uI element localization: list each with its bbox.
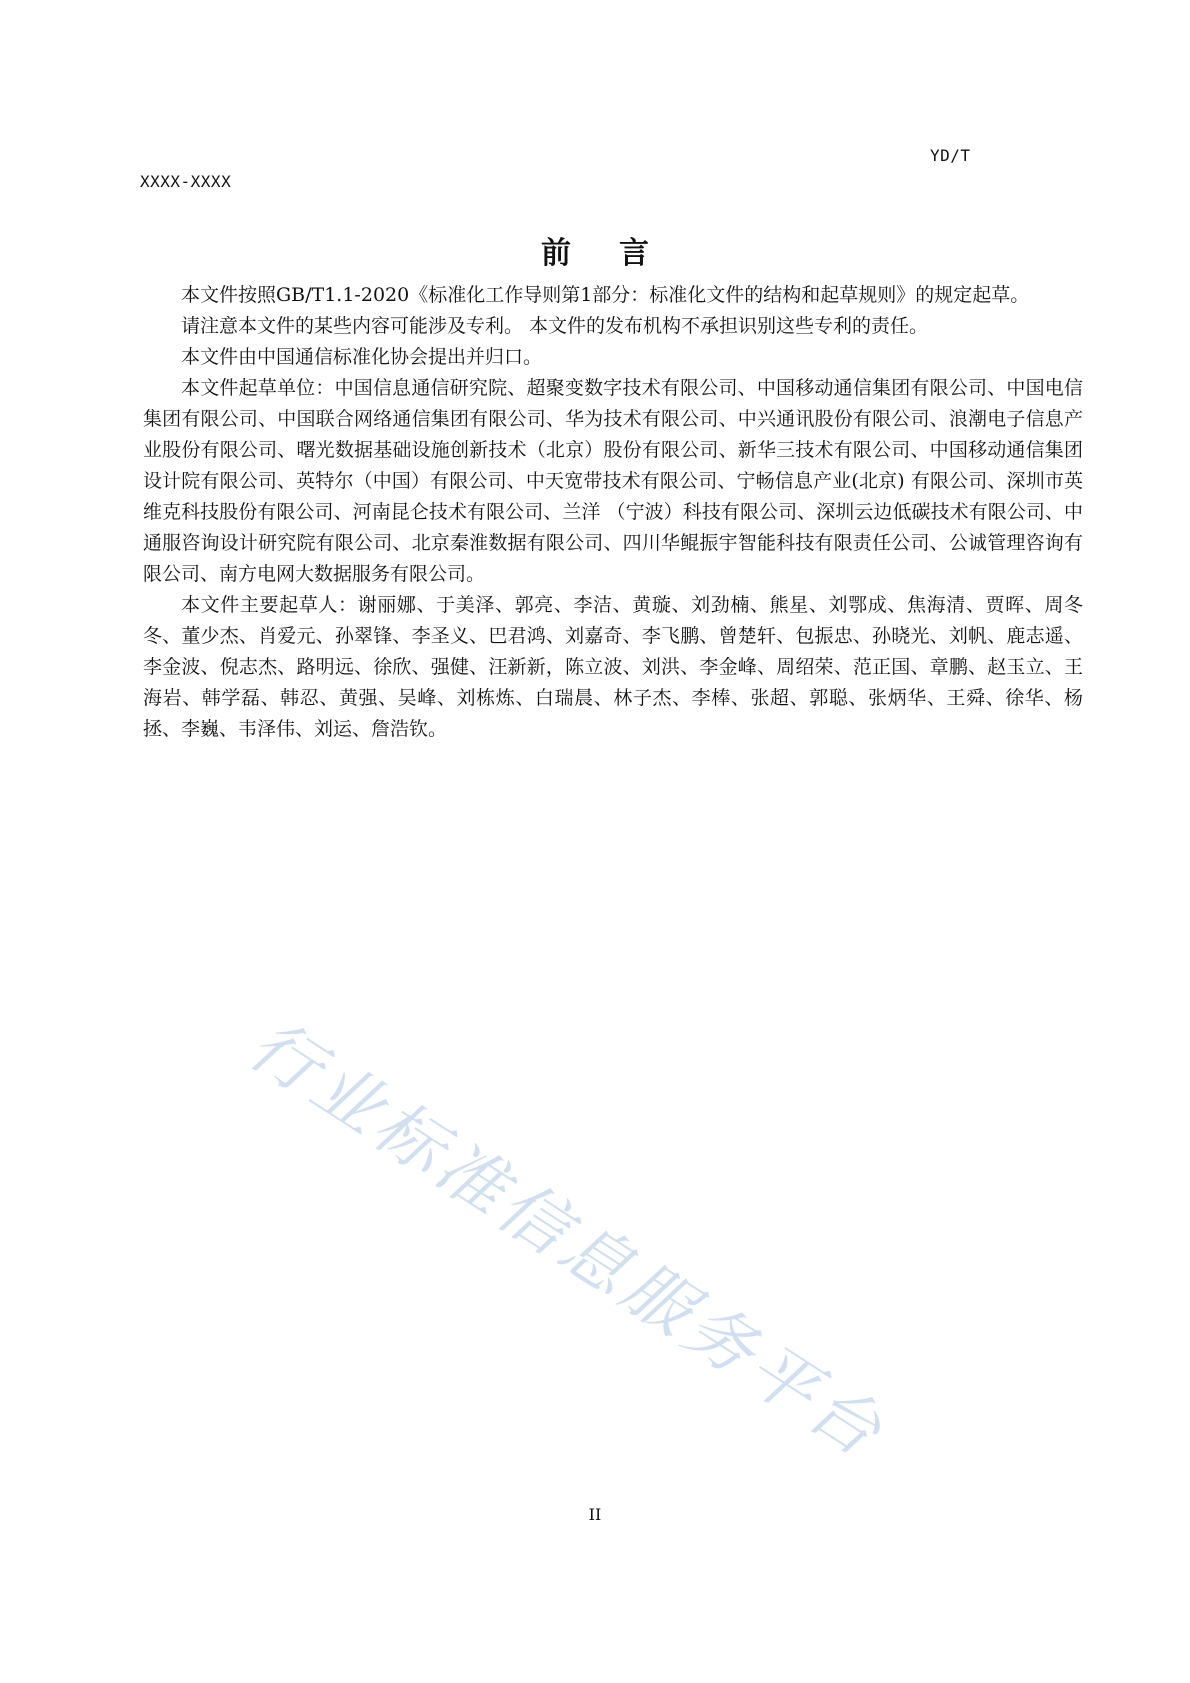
watermark: 行业标准信息服务平台 — [235, 1005, 899, 1475]
page-number: II — [588, 1505, 602, 1524]
foreword-body — [143, 280, 1083, 745]
standard-code-prefix: YD/T — [930, 146, 971, 165]
paragraph-proposer: 本文件由中国通信标准化协会提出并归口。 — [181, 346, 543, 368]
standard-code-number: XXXX-XXXX — [140, 172, 232, 191]
paragraph-patent-notice: 请注意本文件的某些内容可能涉及专利。 本文件的发布机构不承担识别这些专利的责任。 — [181, 315, 929, 337]
page-title: 前言 — [541, 236, 697, 271]
paragraph-drafters: 本文件主要起草人：谢丽娜、于美泽、郭亮、李洁、黄璇、刘劲楠、熊星、刘鄂成、焦海清、贾晖、周冬冬、董少杰、肖爱元、孙翠锋、李圣义、巴君鸿、刘嘉奇、李飞鹏、曾楚轩、包振忠、孙晓光、刘帆、鹿志遥、李金波、倪志杰、路明远、徐欣、强健、汪新新，陈立波、刘洪、李金峰、周绍荣、范正国、章鹏、赵玉立、王海岩、韩学磊、韩忍、黄强、吴峰、刘栋炼、白瑞晨、林子杰、李棒、张超、郭聪、张炳华、王舜、徐华、杨拯、李巍、韦泽伟、刘运、詹浩钦。 — [143, 594, 1083, 740]
paragraph-drafting-rules: 本文件按照GB/T1.1-2020《标准化工作导则第1部分：标准化文件的结构和起草规则》的规定起草。 — [181, 284, 1030, 306]
paragraph-drafting-units: 本文件起草单位：中国信息通信研究院、超聚变数字技术有限公司、中国移动通信集团有限公司、中国电信集团有限公司、中国联合网络通信集团有限公司、华为技术有限公司、中兴通讯股份有限公司、浪潮电子信息产业股份有限公司、曙光数据基础设施创新技术（北京）股份有限公司、新华三技术有限公司、中国移动通信集团设计院有限公司、英特尔（中国）有限公司、中天宽带技术有限公司、宁畅信息产业(北京) 有限公司、深圳市英维克科技股份有限公司、河南昆仑技术有限公司、兰洋 （宁波）科技有限公司、深圳云边低碳技术有限公司、中通服咨询设计研究院有限公司、北京秦淮数据有限公司、四川华鲲振宇智能科技有限责任公司、公诚管理咨询有限公司、南方电网大数据服务有限公司。 — [143, 377, 1083, 585]
